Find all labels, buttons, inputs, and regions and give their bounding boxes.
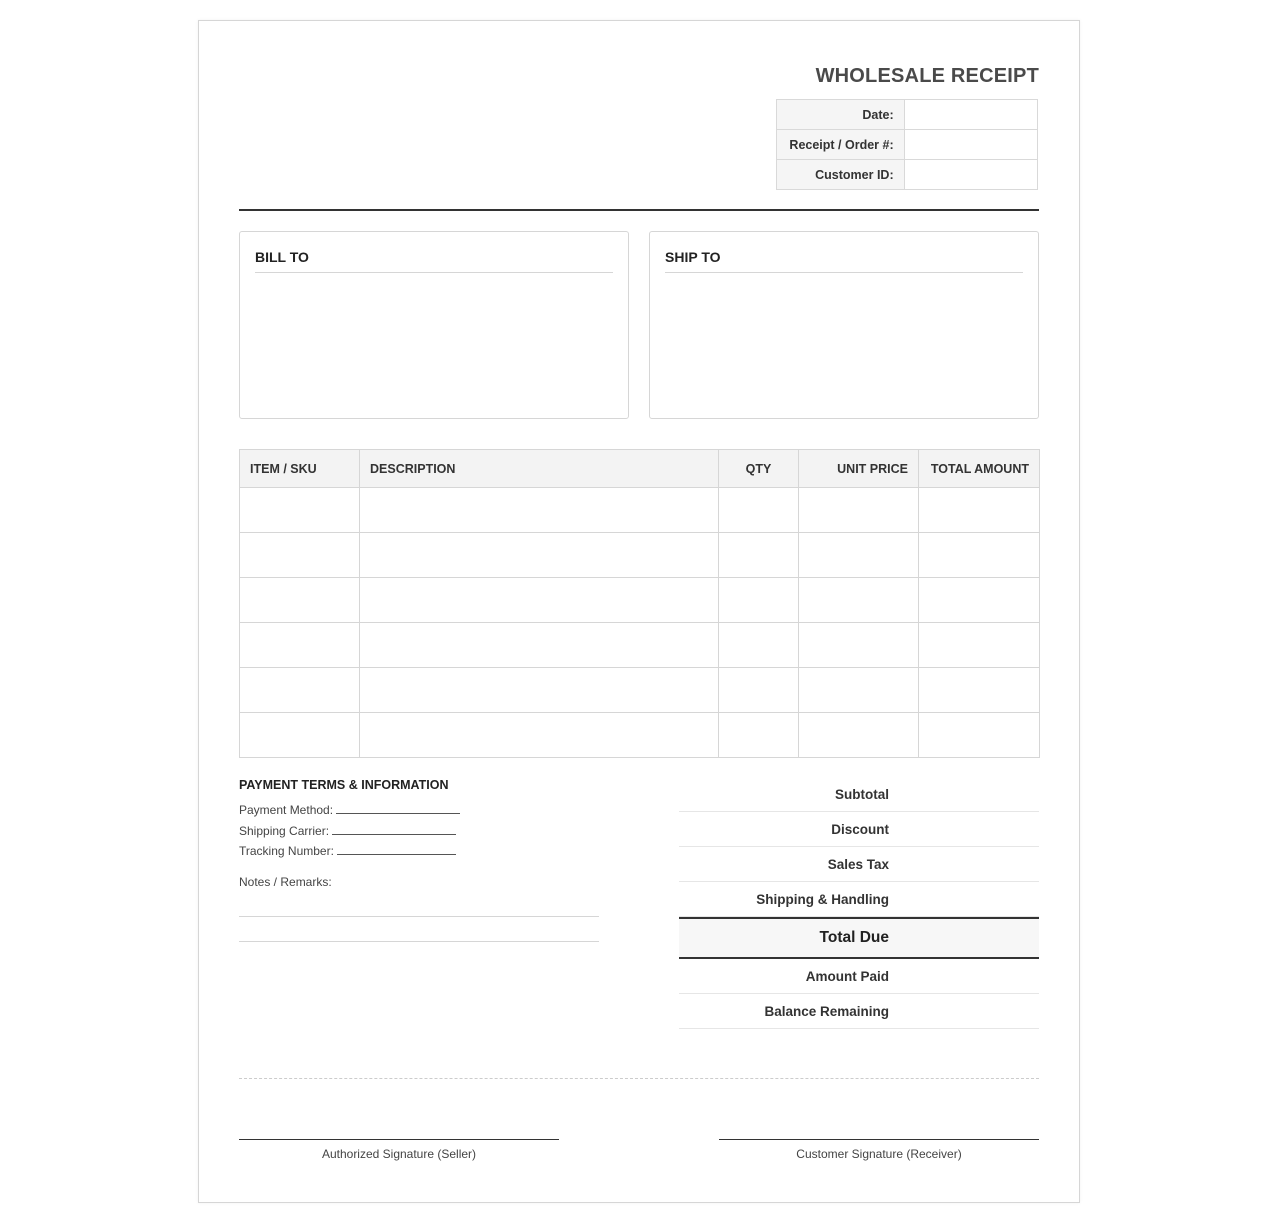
balance-remaining-row[interactable]: [679, 994, 1039, 1029]
shipping-handling-label: Shipping & Handling: [756, 892, 889, 907]
seller-signature-label: Authorized Signature (Seller): [321, 1147, 477, 1161]
unit-price-cell[interactable]: [799, 668, 919, 713]
qty-cell[interactable]: [719, 578, 799, 623]
item-sku-cell[interactable]: [240, 623, 360, 668]
header-divider: [239, 209, 1039, 211]
line-items-table: [239, 449, 1040, 758]
payment-terms-section: [239, 778, 599, 894]
column-header-total-amount: TOTAL AMOUNT: [919, 450, 1040, 488]
table-row: [240, 668, 1040, 713]
balance-remaining-label: Balance Remaining: [764, 1004, 889, 1019]
subtotal-row[interactable]: [679, 777, 1039, 812]
shipping-carrier-label: Shipping Carrier:: [239, 823, 330, 838]
payment-method-label: Payment Method:: [239, 803, 334, 817]
totals-section: [679, 777, 1039, 1029]
column-header-item-sku: ITEM / SKU: [240, 450, 360, 488]
customer-id-field[interactable]: [904, 160, 1037, 190]
discount-label: Discount: [831, 822, 889, 837]
qty-cell[interactable]: [719, 623, 799, 668]
unit-price-cell[interactable]: [799, 623, 919, 668]
column-header-description: DESCRIPTION: [360, 450, 719, 488]
table-row: [240, 713, 1040, 758]
qty-cell[interactable]: [719, 488, 799, 533]
item-sku-cell[interactable]: [240, 668, 360, 713]
sales-tax-row[interactable]: [679, 847, 1039, 882]
unit-price-cell[interactable]: [799, 713, 919, 758]
payment-method-line: [239, 801, 599, 822]
order-number-field[interactable]: [904, 130, 1037, 160]
unit-price-cell[interactable]: [799, 578, 919, 623]
customer-signature-label: Customer Signature (Receiver): [796, 1147, 962, 1161]
qty-cell[interactable]: [719, 533, 799, 578]
tracking-number-label: Tracking Number:: [239, 844, 334, 858]
notes-line[interactable]: [239, 916, 599, 917]
table-row: [240, 533, 1040, 578]
signature-divider: [239, 1078, 1039, 1079]
total-amount-cell[interactable]: [919, 713, 1040, 758]
table-row: [240, 488, 1040, 533]
amount-paid-row[interactable]: [679, 959, 1039, 994]
qty-cell[interactable]: [719, 713, 799, 758]
sales-tax-label: Sales Tax: [827, 857, 889, 872]
item-sku-cell[interactable]: [240, 488, 360, 533]
ship-to-box[interactable]: [649, 231, 1039, 419]
meta-row-order: [777, 130, 1038, 160]
column-header-qty: QTY: [719, 450, 799, 488]
total-amount-cell[interactable]: [919, 668, 1040, 713]
receipt-title: WHOLESALE RECEIPT: [815, 65, 1039, 87]
subtotal-label: Subtotal: [835, 787, 889, 802]
total-amount-cell[interactable]: [919, 488, 1040, 533]
description-cell[interactable]: [360, 488, 719, 533]
qty-cell[interactable]: [719, 668, 799, 713]
shipping-carrier-field[interactable]: [332, 822, 456, 835]
total-amount-cell[interactable]: [919, 623, 1040, 668]
column-header-unit-price: UNIT PRICE: [799, 450, 919, 488]
total-due-label: Total Due: [819, 929, 889, 946]
description-cell[interactable]: [360, 623, 719, 668]
description-cell[interactable]: [360, 668, 719, 713]
description-cell[interactable]: [360, 533, 719, 578]
shipping-carrier-line: [239, 822, 599, 843]
total-due-row[interactable]: [679, 917, 1039, 959]
unit-price-cell[interactable]: [799, 488, 919, 533]
bill-to-box[interactable]: [239, 231, 629, 419]
item-sku-cell[interactable]: [240, 713, 360, 758]
date-field[interactable]: [904, 100, 1037, 130]
tracking-number-field[interactable]: [337, 842, 456, 855]
total-amount-cell[interactable]: [919, 578, 1040, 623]
receipt-meta-table: [776, 99, 1038, 190]
receipt-page: [198, 20, 1080, 1203]
table-row: [240, 578, 1040, 623]
notes-label: Notes / Remarks:: [239, 874, 332, 889]
customer-signature-line[interactable]: [719, 1139, 1039, 1161]
customer-id-label: Customer ID:: [777, 160, 905, 190]
discount-row[interactable]: [679, 812, 1039, 847]
tracking-number-line: [239, 842, 599, 863]
table-row: [240, 623, 1040, 668]
total-amount-cell[interactable]: [919, 533, 1040, 578]
seller-signature-line[interactable]: [239, 1139, 559, 1161]
meta-row-customer: [777, 160, 1038, 190]
payment-method-field[interactable]: [336, 801, 460, 814]
unit-price-cell[interactable]: [799, 533, 919, 578]
bill-to-heading: BILL TO: [255, 249, 613, 273]
date-label: Date:: [777, 100, 905, 130]
amount-paid-label: Amount Paid: [805, 969, 889, 984]
description-cell[interactable]: [360, 578, 719, 623]
shipping-handling-row[interactable]: [679, 882, 1039, 917]
notes-line[interactable]: [239, 941, 599, 942]
description-cell[interactable]: [360, 713, 719, 758]
order-number-label: Receipt / Order #:: [777, 130, 905, 160]
item-sku-cell[interactable]: [240, 533, 360, 578]
meta-row-date: [777, 100, 1038, 130]
payment-terms-heading: PAYMENT TERMS & INFORMATION: [239, 778, 449, 792]
ship-to-heading: SHIP TO: [665, 249, 1023, 273]
item-sku-cell[interactable]: [240, 578, 360, 623]
table-header-row: [240, 450, 1040, 488]
